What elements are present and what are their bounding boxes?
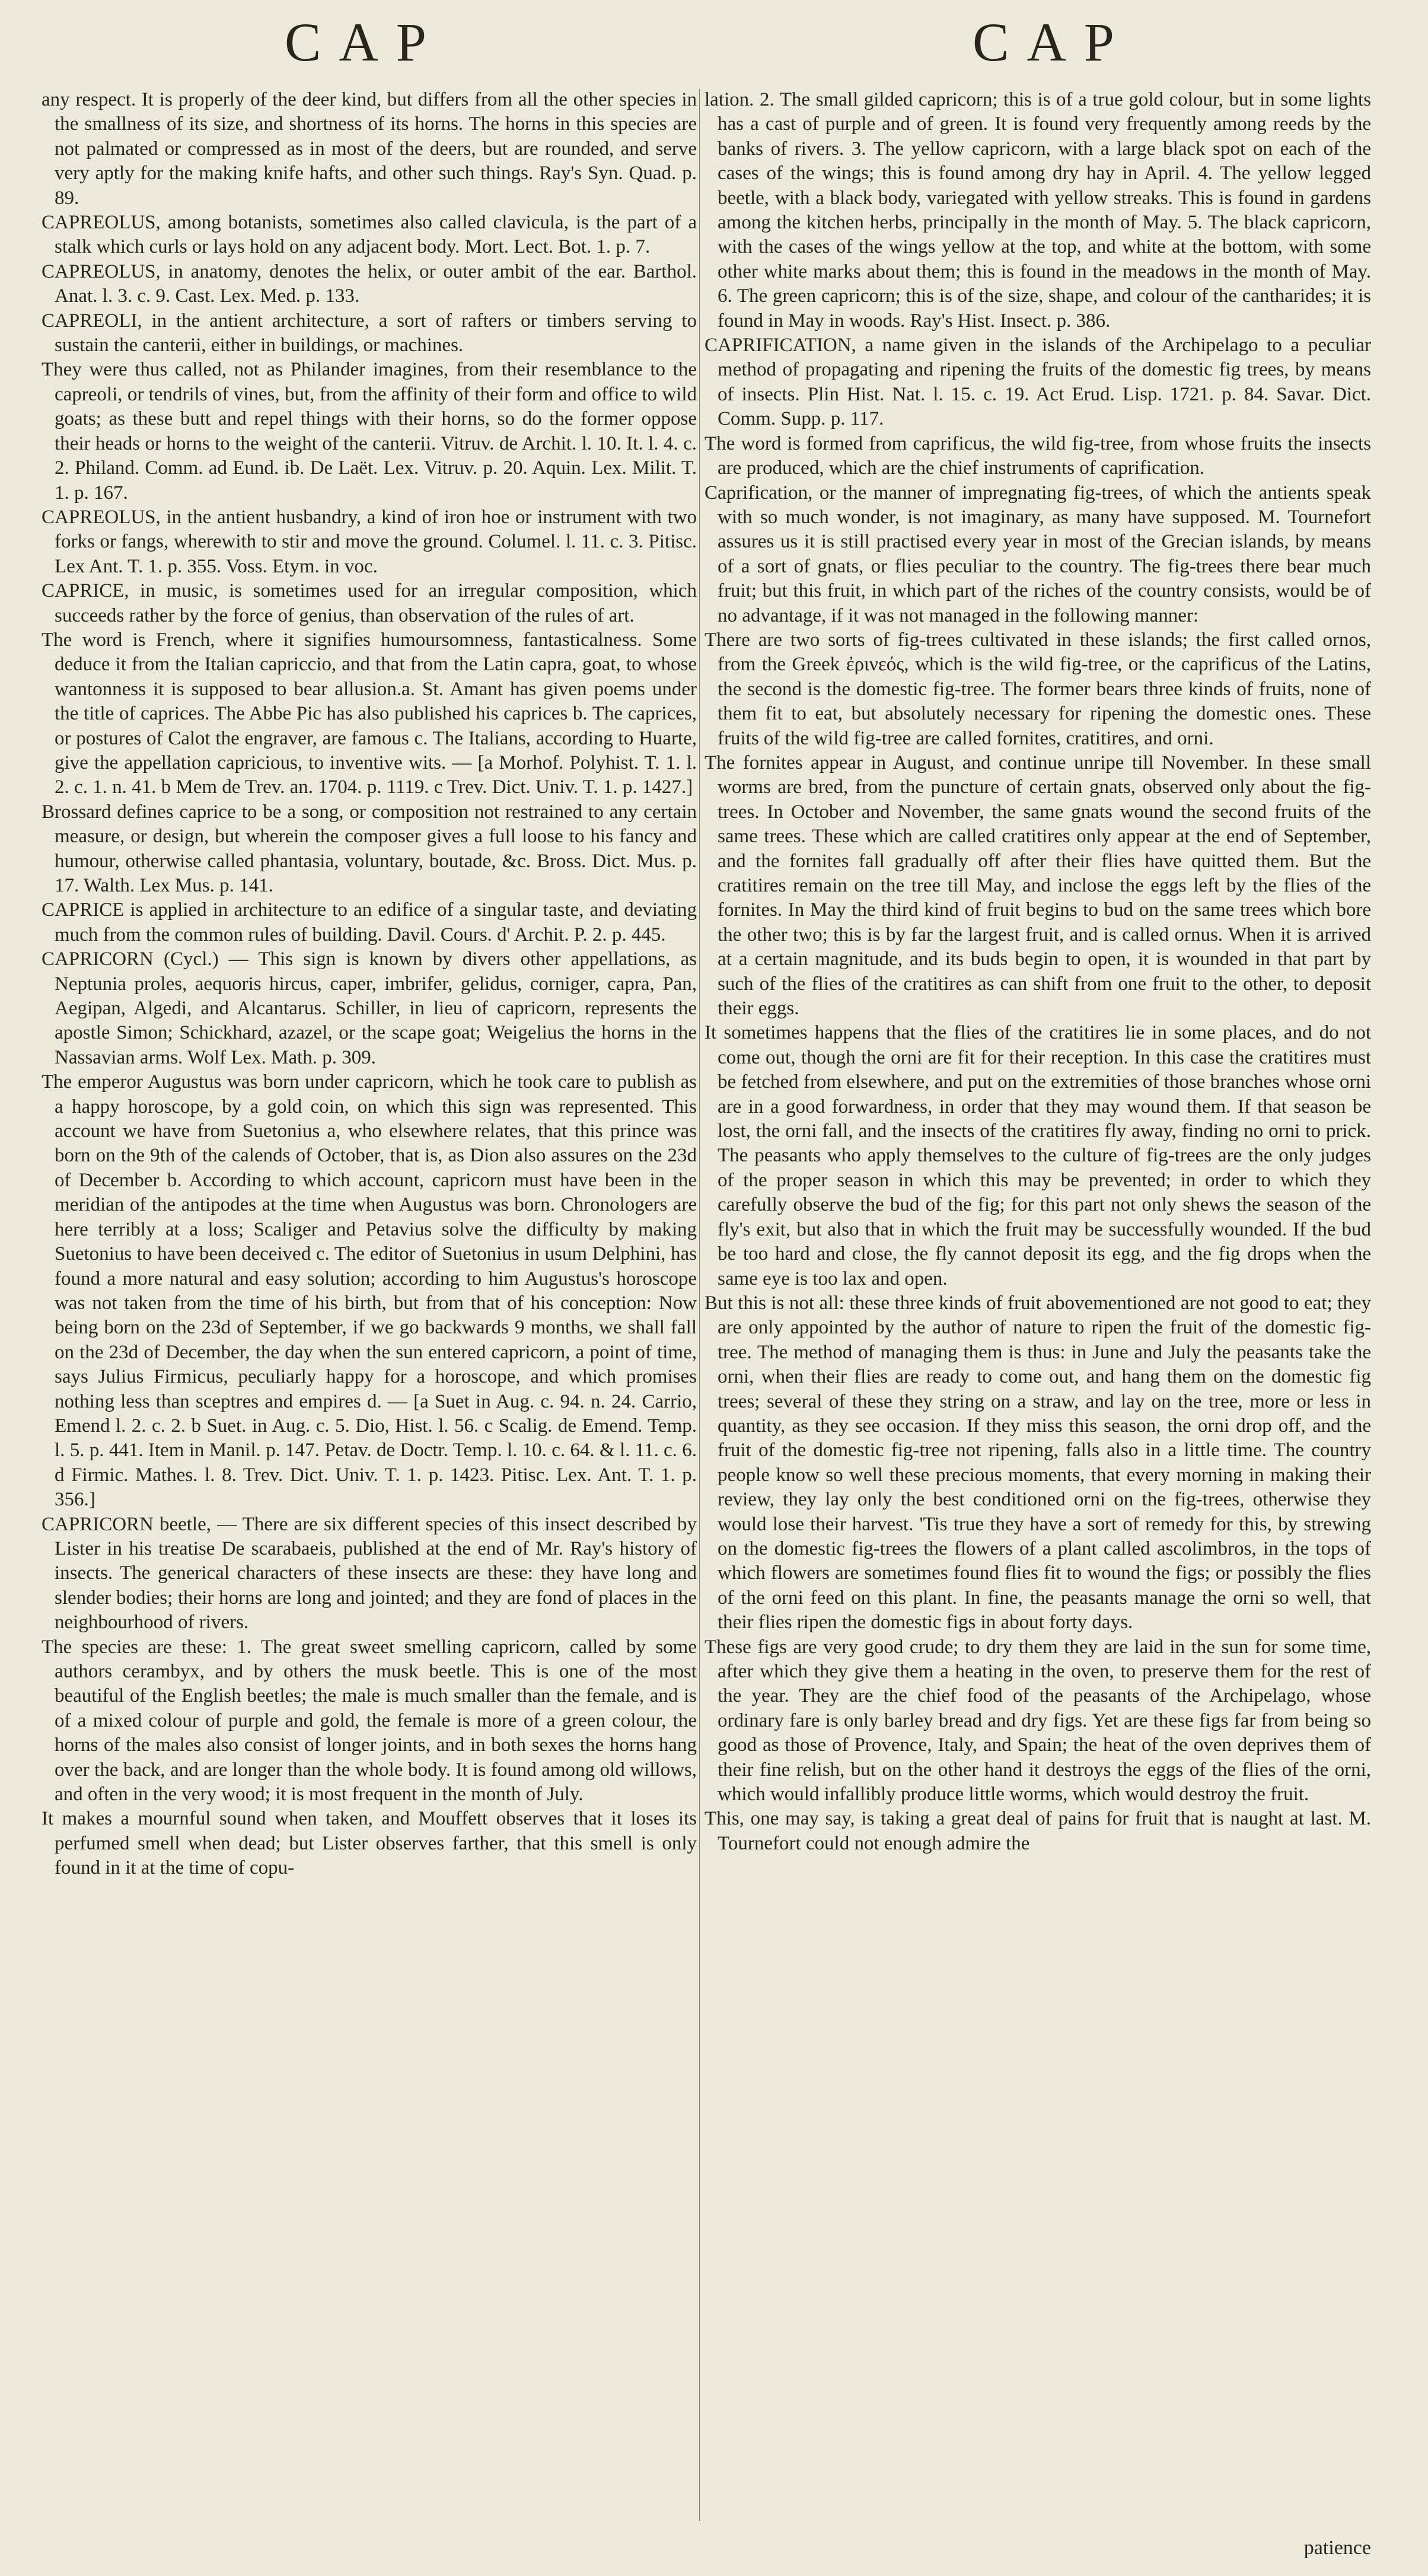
left-column bbox=[42, 88, 697, 2552]
running-head-right: CAP bbox=[973, 12, 1132, 72]
paragraph: They were thus called, not as Philander imagines, from their resemblance to the capreoli, or tendrils of vines, but, from the affinity of their form and office to wild goats; as these butt and repel things with their horns, so do the former oppose their heads or horns to the weight of the canterii. Vitruv. de Archit. l. 10. It. l. 4. c. 2. Philand. Comm. ad Eund. ib. De Laët. Lex. Vitruv. p. 20. Aquin. Lex. Milit. T. 1. p. 167. bbox=[42, 359, 697, 504]
paragraph: The fornites appear in August, and continue unripe till November. In these small worms are bred, from the puncture of certain gnats, observed only about the fig-trees. In October and November, the same gnats wound the second fruits of the same trees. These which are called cratitires only appear at the end of September, and the fornites fall gradually off after their flies have quitted them. But the cratitires remain on the tree till May, and inclose the eggs left by the flies of the fornites. In May the third kind of fruit begins to bud on the same trees which bore the other two; this is by far the largest fruit, and is called ornus. When it is arrived at a certain magnitude, and its buds begin to open, it is wounded in that part by such of the flies of the cratitires as can shift from one fruit to the other, to deposit their eggs. bbox=[705, 752, 1371, 1020]
paragraph: This, one may say, is taking a great deal of pains for fruit that is naught at last. M. Tournefort could not enough admire the bbox=[705, 1808, 1371, 1854]
paragraph: The word is French, where it signifies humoursomness, fantasticalness. Some deduce it from the Italian capriccio, and that from the Latin capra, goat, to whose wantonness it is supposed to bear allusion.a. St. Amant has given poems under the title of caprices. The Abbe Pic has also published his caprices b. The caprices, or postures of Calot the engraver, are famous c. The Italians, according to Huarte, give the appellation capricious, to inventive wits. — [a Morhof. Polyhist. T. 1. l. 2. c. 1. n. 41. b Mem de Trev. an. 1704. p. 1119. c Trev. Dict. Univ. T. 1. p. 1427.] bbox=[42, 629, 697, 798]
entry-paragraph: CAPRIFICATION, a name given in the islands of the Archipelago to a peculiar method of propagating and ripening the fruits of the domestic fig trees, by means of insects. Plin Hist. Nat. l. 15. c. 19. Act Erud. Lisp. 1721. p. 84. Savar. Dict. Comm. Supp. p. 117. bbox=[705, 335, 1371, 430]
paragraph: The word is formed from caprificus, the wild fig-tree, from whose fruits the insects are produced, which are the chief instruments of caprification. bbox=[705, 432, 1371, 479]
paragraph: Brossard defines caprice to be a song, or composition not restrained to any certain measure, or design, but wherein the composer gives a full loose to his fancy and humour, otherwise called phantasia, voluntary, boutade, &c. Bross. Dict. Mus. p. 17. Walth. Lex Mus. p. 141. bbox=[42, 801, 697, 896]
catchword: patience bbox=[1303, 2537, 1371, 2559]
paragraph: Caprification, or the manner of impregnating fig-trees, of which the antients speak with so much wonder, is not imaginary, as many have supposed. M. Tournefort assures us it is still practised every year in most of the Grecian islands, by means of a sort of gnats, or flies peculiar to the country. The fig-trees there bear much fruit; but this fruit, in which part of the riches of the country consists, would be of no advantage, if it was not managed in the following manner: bbox=[705, 482, 1371, 626]
entry-paragraph: CAPRICORN (Cycl.) — This sign is known by divers other appellations, as Neptunia proles, aequoris hircus, caper, imbrifer, gelidus, corniger, capra, Pan, Aegipan, Algedi, and Alcantarus. Schiller, in lieu of capricorn, represents the apostle Simon; Schickhard, azazel, or the scape goat; Weigelius the horns in the Nassavian arms. Wolf Lex. Math. p. 309. bbox=[42, 948, 697, 1068]
entry-paragraph: CAPRICE is applied in architecture to an edifice of a singular taste, and deviating much from the common rules of building. Davil. Cours. d' Archit. P. 2. p. 445. bbox=[42, 899, 697, 945]
right-column bbox=[705, 88, 1371, 2552]
column-divider bbox=[699, 89, 700, 2521]
entry-paragraph: CAPRICORN beetle, — There are six different species of this insect described by Lister in his treatise De scarabaeis, published at the end of Mr. Ray's history of insects. The generical characters of these insects are these: they have long and slender bodies; their horns are long and jointed; and they are fond of places in the neighbourhood of rivers. bbox=[42, 1513, 697, 1634]
paragraph: The emperor Augustus was born under capricorn, which he took care to publish as a happy horoscope, by a gold coin, on which this sign was represented. This account we have from Suetonius a, who elsewhere relates, that this prince was born on the 9th of the calends of October, that is, as Dion also assures on the 23d of December b. According to which account, capricorn must have been in the meridian of the antipodes at the time when Augustus was born. Chronologers are here terribly at a loss; Scaliger and Petavius solve the difficulty by making Suetonius to have been deceived c. The editor of Suetonius in usum Delphini, has found a more natural and easy solution; according to him Augustus's horoscope was not taken from the time of his birth, but from that of his conception: Now being born on the 23d of September, if we go backwards 9 months, we shall fall on the 23d of December, the day when the sun entered capricorn, a point of time, says Julius Firmicus, peculiarly happy for a horoscope, and which promises nothing less than sceptres and empires d. — [a Suet in Aug. c. 94. n. 24. Carrio, Emend l. 2. c. 2. b Suet. in Aug. c. 5. Dio, Hist. l. 56. c Scalig. de Emend. Temp. l. 5. p. 441. Item in Manil. p. 147. Petav. de Doctr. Temp. l. 10. c. 64. & l. 11. c. 6. d Firmic. Mathes. l. 8. Trev. Dict. Univ. T. 1. p. 1423. Pitisc. Lex. Ant. T. 1. p. 356.] bbox=[42, 1071, 697, 1511]
entry-paragraph: CAPREOLUS, among botanists, sometimes also called clavicula, is the part of a stalk which curls or lays hold on any adjacent body. Mort. Lect. Bot. 1. p. 7. bbox=[42, 212, 697, 258]
entry-paragraph: CAPREOLUS, in the antient husbandry, a kind of iron hoe or instrument with two forks or fangs, wherewith to stir and move the ground. Columel. l. 11. c. 3. Pitisc. Lex Ant. T. 1. p. 355. Voss. Etym. in voc. bbox=[42, 506, 697, 577]
paragraph: It makes a mournful sound when taken, and Mouffett observes that it loses its perfumed smell when dead; but Lister observes farther, that this smell is only found in it at the time of copu- bbox=[42, 1808, 697, 1879]
entry-paragraph: CAPRICE, in music, is sometimes used for an irregular composition, which succeeds rather by the force of genius, than observation of the rules of art. bbox=[42, 580, 697, 626]
entry-paragraph: CAPREOLUS, in anatomy, denotes the helix, or outer ambit of the ear. Barthol. Anat. l. 3. c. 9. Cast. Lex. Med. p. 133. bbox=[42, 260, 697, 307]
running-head-left: CAP bbox=[285, 12, 444, 72]
paragraph: any respect. It is properly of the deer kind, but differs from all the other species in the smallness of its size, and shortness of its horns. The horns in this species are not palmated or compressed as in most of the deers, but are rounded, and serve very aptly for the making knife hafts, and other such things. Ray's Syn. Quad. p. 89. bbox=[42, 89, 697, 209]
paragraph: These figs are very good crude; to dry them they are laid in the sun for some time, after which they give them a heating in the oven, to preserve them for the rest of the year. They are the chief food of the peasants of the Archipelago, whose ordinary fare is only barley bread and dry figs. Yet are these figs far from being so good as those of Provence, Italy, and Spain; the heat of the oven deprives them of their fine relish, but on the other hand it destroys the eggs of the flies of the orni, which would infallibly produce little worms, which would destroy the fruit. bbox=[705, 1636, 1371, 1806]
entry-paragraph: CAPREOLI, in the antient architecture, a sort of rafters or timbers serving to sustain the canterii, either in buildings, or machines. bbox=[42, 310, 697, 356]
paragraph: The species are these: 1. The great sweet smelling capricorn, called by some authors cerambyx, and by others the musk beetle. This is one of the most beautiful of the English beetles; the male is much smaller than the female, and is of a mixed colour of purple and gold, the female is more of a green colour, the horns of the males also consist of longer joints, and in both sexes the horns hang over the back, and are longer than the whole body. It is found among old willows, and often in the very wood; it is most frequent in the month of July. bbox=[42, 1636, 697, 1806]
paragraph: But this is not all: these three kinds of fruit abovementioned are not good to eat; they are only appointed by the author of nature to ripen the fruit of the domestic fig-tree. The method of managing them is thus: in June and July the peasants take the orni, when their flies are ready to come out, and hang them on the domestic fig trees; several of these they string on a straw, and lay on the tree, more or less in quantity, as they see occasion. If they miss this season, the orni drop off, and the fruit of the domestic fig-tree not ripening, falls also in a little time. The country people know so well these precious moments, that every morning in making their review, they lay only the best conditioned orni on the fig-trees, otherwise they would lose their harvest. 'Tis true they have a sort of remedy for this, by strewing on the domestic fig-trees the flowers of a plant called ascolimbros, in the tops of which flowers are sometimes found flies fit to wound the figs; or possibly the flies of the orni feed on this plant. In fine, the peasants manage the orni so well, that their flies ripen the domestic figs in about forty days. bbox=[705, 1292, 1371, 1634]
paragraph: lation. 2. The small gilded capricorn; this is of a true gold colour, but in some lights has a cast of purple and of green. It is found very frequently among reeds by the banks of rivers. 3. The yellow capricorn, with a large black spot on each of the cases of the wings; this is found among dry hay in April. 4. The yellow legged beetle, with a black body, variegated with yellow streaks. This is found in gardens among the kitchen herbs, principally in the month of May. 5. The black capricorn, with the cases of the wings yellow at the top, and white at the bottom, with some other white marks about them; this is found in the meadows in the month of May. 6. The green capricorn; this is of the size, shape, and colour of the cantharides; it is found in May in woods. Ray's Hist. Insect. p. 386. bbox=[705, 89, 1371, 332]
paragraph: There are two sorts of fig-trees cultivated in these islands; the first called ornos, from the Greek ἐρινεός, which is the wild fig-tree, or the caprificus of the Latins, the second is the domestic fig-tree. The former bears three kinds of fruits, none of them fit to eat, but absolutely necessary for ripening the domestic ones. These fruits of the wild fig-tree are called fornites, cratitires, and orni. bbox=[705, 629, 1371, 749]
paragraph: It sometimes happens that the flies of the cratitires lie in some places, and do not come out, though the orni are fit for their reception. In this case the cratitires must be fetched from elsewhere, and put on the extremities of those branches whose orni are in a good forwardness, in order that they may wound them. If that season be lost, the orni fall, and the insects of the cratitires fly away, finding no orni to prick. The peasants who apply themselves to the culture of fig-trees are the only judges of the proper season in which this may be prevented; in order to which they carefully observe the bud of the fig; for this part not only shews the season of the fly's exit, but also that in which the fruit may be successfully wounded. If the bud be too hard and close, the fly cannot deposit its egg, and the fig drops when the same eye is too lax and open. bbox=[705, 1022, 1371, 1289]
